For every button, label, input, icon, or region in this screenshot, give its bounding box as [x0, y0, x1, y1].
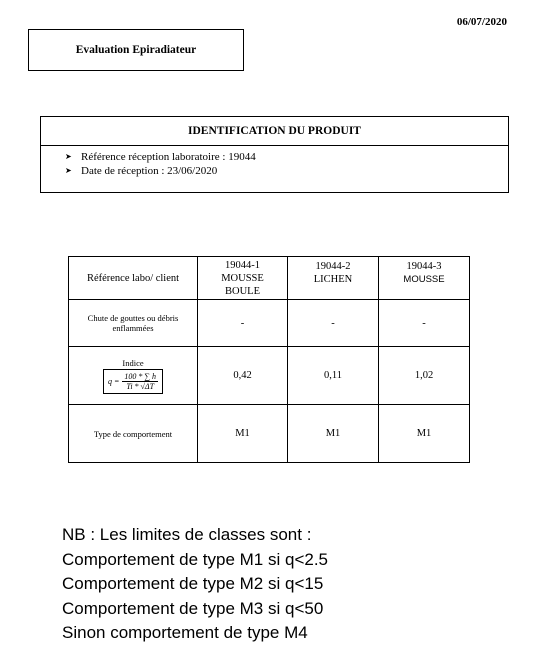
bullet-arrow-icon: ➤	[65, 166, 72, 175]
value-cell: -	[288, 300, 379, 347]
sample-ref: 19044-2	[315, 261, 351, 272]
identification-item-date	[65, 164, 508, 178]
header-label-cell	[69, 257, 198, 300]
identification-list	[41, 146, 508, 178]
identification-item-reference	[65, 150, 508, 164]
sample-name: LICHEN	[313, 274, 353, 285]
product-identification-box	[40, 116, 509, 193]
sample-header-cell	[198, 257, 288, 300]
value-cell: M1	[379, 405, 470, 463]
value-cell: 0,42	[198, 347, 288, 405]
formula-fraction	[122, 372, 158, 391]
sample-header-cell	[288, 257, 379, 300]
value-cell: 1,02	[379, 347, 470, 405]
value-cell: -	[198, 300, 288, 347]
row-label-cell: Chute de gouttes ou débris enflammées	[69, 300, 198, 347]
index-label: Indice	[122, 357, 144, 368]
value-cell: 0,11	[288, 347, 379, 405]
sample-ref: 19044-1	[225, 259, 260, 271]
sample-header-cell	[379, 257, 470, 300]
results-table	[68, 256, 470, 463]
value-cell: M1	[198, 405, 288, 463]
bullet-arrow-icon: ➤	[65, 152, 72, 161]
formula-lhs: q =	[107, 376, 120, 386]
sample-ref: 19044-3	[406, 261, 442, 272]
header-label: Référence labo/ client	[86, 272, 180, 284]
formula-numerator: 100 * ∑ h	[124, 371, 157, 381]
row-label-cell	[69, 347, 198, 405]
row-label-cell: Type de comportement	[69, 405, 198, 463]
table-header-row	[69, 257, 470, 300]
note-line: Comportement de type M1 si q<2.5	[62, 549, 328, 569]
sample-name: BOULE	[225, 285, 260, 297]
class-limits-note	[62, 523, 328, 646]
note-line: Comportement de type M2 si q<15	[62, 574, 324, 593]
note-line: Sinon comportement de type M4	[62, 623, 308, 642]
note-line: Comportement de type M3 si q<50	[62, 598, 324, 618]
value-cell: M1	[288, 405, 379, 463]
identification-item-text: Date de réception : 23/06/2020	[81, 165, 218, 177]
table-row	[69, 300, 470, 347]
formula-denominator: Ti * √ΔT	[126, 381, 155, 391]
identification-item-text: Référence réception laboratoire : 19044	[81, 151, 256, 163]
sample-name: MOUSSE	[221, 272, 264, 284]
identification-heading: IDENTIFICATION DU PRODUIT	[41, 117, 508, 146]
document-title-box	[28, 29, 244, 71]
sample-name: MOUSSE	[403, 274, 445, 285]
formula-box	[103, 369, 163, 394]
document-title: Evaluation Epiradiateur	[75, 44, 197, 56]
table-row	[69, 405, 470, 463]
note-line: NB : Les limites de classes sont :	[62, 525, 312, 544]
index-formula	[73, 358, 193, 394]
table-row	[69, 347, 470, 405]
value-cell: -	[379, 300, 470, 347]
report-date: 06/07/2020	[456, 16, 507, 28]
